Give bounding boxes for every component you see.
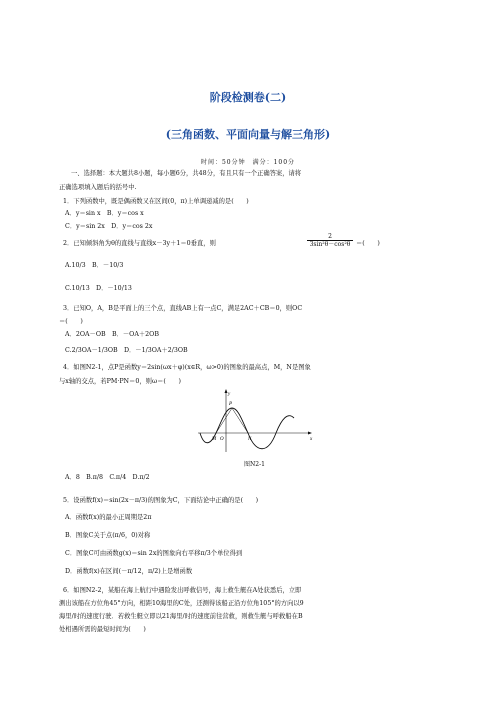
label-o: O (220, 437, 224, 442)
q2-options-ab: A.10/3 B．－10/3 (65, 262, 124, 269)
q2-fraction (305, 233, 355, 248)
q5-option-a: A．函数f(x)的最小正周期是2π (65, 514, 152, 521)
label-n: N (248, 437, 252, 442)
sine-curve (200, 408, 294, 449)
q4-figure-graph (196, 388, 320, 454)
q3-stem-2: ＝( ) (59, 318, 83, 325)
q2-tail: ＝( ) (356, 240, 380, 247)
section-instruction-2: 正确选项填入题后的括号中. (59, 184, 137, 191)
q5-option-b: B．图象C关于点(π/6，0)对称 (65, 532, 151, 539)
page-title: 阶段检测卷(二) (209, 91, 287, 104)
q2-stem: 2．已知倾斜角为θ的直线与直线x－3y＋1＝0垂直，则 (63, 240, 216, 247)
pn-segment (232, 408, 248, 433)
exam-meta: 时间：50分钟 满分：100分 (200, 159, 296, 166)
q4-figure-caption: 图N2-1 (244, 461, 265, 468)
x-axis-arrow (308, 432, 312, 435)
label-x: x (310, 437, 313, 442)
label-p: P (229, 402, 233, 407)
q2-frac-num: 2 (328, 233, 332, 240)
q6-line-3: 海里/时的速度行驶．若救生艇立即以21海里/时的速度前往营救，则救生艇与呼救船在B (59, 613, 303, 620)
q3-options-cd: C.2/3OA－1/3OB D．－1/3OA＋2/3OB (65, 347, 188, 354)
q2-frac-den: 3sin²θ－cos²θ (309, 241, 351, 248)
q6-line-1: 6．如图N2-2，某船在海上航行中遇险发出呼救信号，海上救生艇在A处获悉后，立即 (63, 587, 302, 594)
label-m: M (212, 437, 217, 442)
q1-options-ab: A．y＝sin x B．y＝cos x (65, 210, 144, 217)
q3-stem-1: 3．已知O，A，B是平面上的三个点，直线AB上有一点C，满足2AC＋CB＝0，则OC (63, 305, 303, 312)
pm-segment (216, 408, 232, 433)
page-subtitle: (三角函数、平面向量与解三角形) (165, 128, 331, 141)
q1-stem: 1．下列函数中，既是偶函数又在区间(0，π)上单调递减的是( ) (63, 198, 249, 205)
q4-stem-2: 与x轴的交点，若PM·PN＝0，则ω＝( ) (59, 378, 181, 385)
q5-option-c: C．图象C可由函数g(x)＝sin 2x的图象向右平移π/3个单位得到 (65, 550, 243, 557)
q3-options-ab: A．2OA－OB B．－OA＋2OB (65, 331, 159, 338)
q6-line-2: 测出该船在方位角45°方向，相距10海里的C处，还测得该船正沿方位角105°的方向以9 (59, 600, 304, 607)
q1-options-cd: C．y＝sin 2x D．y＝cos 2x (65, 223, 153, 230)
q2-options-cd: C.10/13 D．－10/13 (65, 285, 132, 292)
section-instruction-1: 一、选择题：本大题共8小题，每小题6分，共48分，有且只有一个正确答案，请将 (71, 170, 302, 177)
q4-stem-1: 4．如图N2-1，点P是函数y＝2sin(ωx＋φ)(x∈R，ω>0)的图象的最高点，M，N是图象 (63, 364, 311, 371)
label-y: y (228, 392, 231, 397)
q5-option-d: D．函数f(x)在区间(－π/12，π/2)上是增函数 (65, 568, 193, 575)
q6-line-4: 处相遇所需的最短时间为( ) (59, 626, 146, 633)
q5-stem: 5．设函数f(x)＝sin(2x－π/3)的图象为C，下面结论中正确的是( ) (63, 497, 259, 504)
q4-options: A．8 B.π/8 C.π/4 D.π/2 (65, 474, 150, 481)
